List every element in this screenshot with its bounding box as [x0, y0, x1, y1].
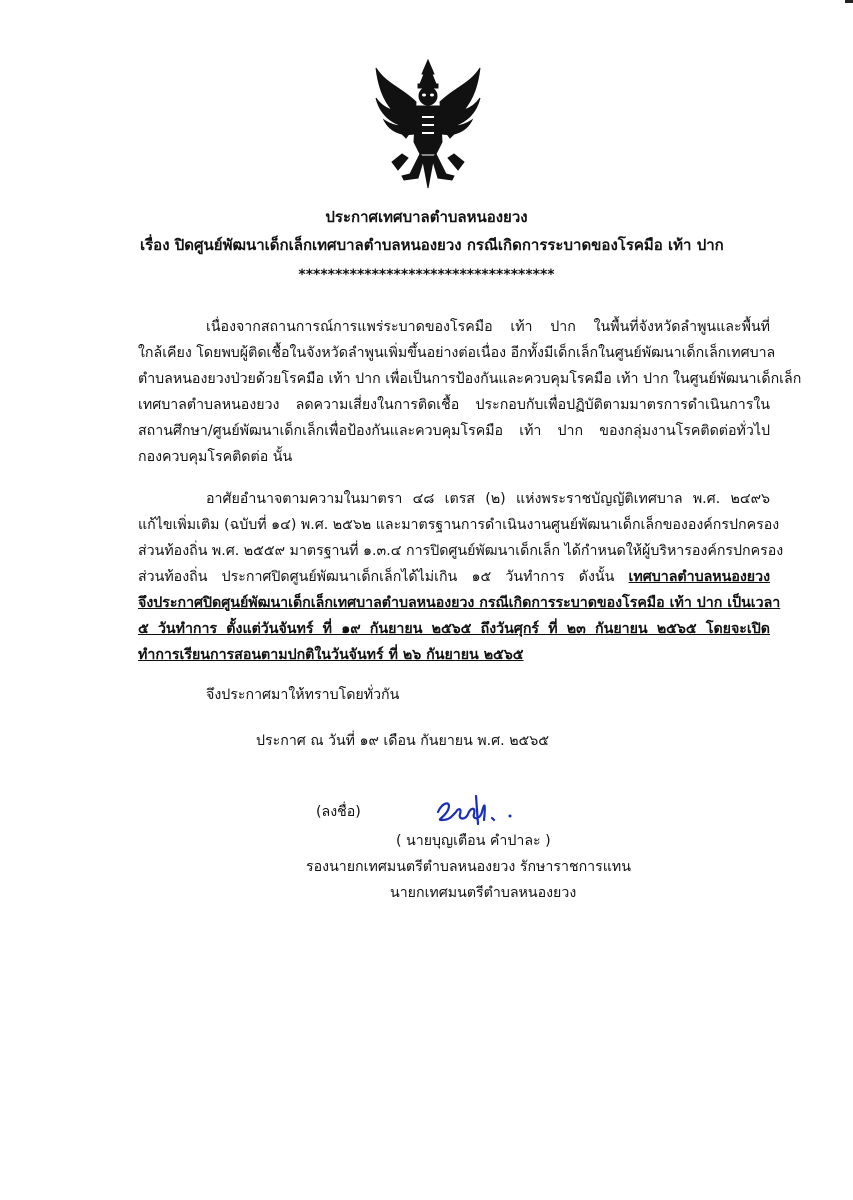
paragraph-2-line-mixed: [138, 564, 770, 590]
paragraph-1-line: สถานศึกษา/ศูนย์พัฒนาเด็กเล็กเพื่อป้องกันและควบคุมโรคมือ เท้า ปาก ของกลุ่มงานโรคติดต่อทั่วไป: [138, 423, 770, 439]
handwritten-signature: [432, 790, 522, 830]
announcement-title: ประกาศเทศบาลตำบลหนองยวง: [325, 208, 528, 226]
paragraph-2-text: ส่วนท้องถิ่น ประกาศปิดศูนย์พัฒนาเด็กเล็กได้ไม่เกิน ๑๕ วันทำการ ดังนั้น: [138, 569, 629, 585]
emphasized-line: จึงประกาศปิดศูนย์พัฒนาเด็กเล็กเทศบาลตำบลหนองยวง กรณีเกิดการระบาดของโรคมือ เท้า ปาก เป็นเวลา: [138, 595, 781, 611]
paragraph-1-line: เนื่องจากสถานการณ์การแพร่ระบาดของโรคมือ เท้า ปาก ในพื้นที่จังหวัดลำพูนและพื้นที่: [206, 319, 770, 335]
signer-name: ( นายบุญเตือน คำปาละ ): [396, 833, 551, 849]
paragraph-2-line: อาศัยอำนาจตามความในมาตรา ๔๘ เตรส (๒) แห่งพระราชบัญญัติเทศบาล พ.ศ. ๒๔๙๖: [206, 491, 770, 507]
paragraph-1-line: เทศบาลตำบลหนองยวง ลดความเสี่ยงในการติดเชื้อ ประกอบกับเพื่อปฏิบัติตามมาตรการดำเนินการใน: [138, 397, 770, 413]
paragraph-1-line: ใกล้เคียง โดยพบผู้ติดเชื้อในจังหวัดลำพูนเพิ่มขึ้นอย่างต่อเนื่อง อีกทั้งมีเด็กเล็กในศูนย์พัฒนาเด็กเล็กเทศบาล: [138, 345, 776, 361]
paragraph-1-line: ตำบลหนองยวงป่วยด้วยโรคมือ เท้า ปาก เพื่อเป็นการป้องกันและควบคุมโรคมือ เท้า ปาก ในศูนย์พัฒนาเด็กเล็ก: [138, 371, 802, 387]
signature-label: (ลงชื่อ): [316, 804, 361, 820]
closing-statement: จึงประกาศมาให้ทราบโดยทั่วกัน: [206, 687, 400, 703]
emphasized-text: เทศบาลตำบลหนองยวง: [628, 569, 770, 585]
paragraph-1: [138, 314, 802, 470]
announcement-date: ประกาศ ณ วันที่ ๑๙ เดือน กันยายน พ.ศ. ๒๕๖๕: [256, 733, 550, 749]
separator-line: ***********************************: [298, 267, 555, 283]
paragraph-2-line: แก้ไขเพิ่มเติม (ฉบับที่ ๑๔) พ.ศ. ๒๕๖๒ และมาตรฐานการดำเนินงานศูนย์พัฒนาเด็กเล็กขององค์กรปกครอง: [138, 517, 780, 533]
scan-edge-mark: [845, 0, 853, 3]
paragraph-2: [138, 486, 784, 668]
garuda-emblem-icon: [372, 58, 484, 190]
paragraph-1-line: กองควบคุมโรคติดต่อ นั้น: [138, 449, 293, 465]
announcement-subject: เรื่อง ปิดศูนย์พัฒนาเด็กเล็กเทศบาลตำบลหนองยวง กรณีเกิดการระบาดของโรคมือ เท้า ปาก: [140, 236, 724, 254]
emphasized-line: ทำการเรียนการสอนตามปกติในวันจันทร์ ที่ ๒๖ กันยายน ๒๕๖๕: [138, 647, 524, 663]
emphasized-line: ๕ วันทำการ ตั้งแต่วันจันทร์ ที่ ๑๙ กันยายน ๒๕๖๕ ถึงวันศุกร์ ที่ ๒๓ กันยายน ๒๕๖๕ โดยจะเปิด: [138, 621, 770, 637]
paragraph-2-line: ส่วนท้องถิ่น พ.ศ. ๒๕๕๙ มาตรฐานที่ ๑.๓.๔ การปิดศูนย์พัฒนาเด็กเล็ก ได้กำหนดให้ผู้บริหารองค์กรปกครอง: [138, 543, 784, 559]
signer-role: รองนายกเทศมนตรีตำบลหนองยวง รักษาราชการแทน: [306, 859, 631, 875]
signer-role-acting: นายกเทศมนตรีตำบลหนองยวง: [390, 885, 577, 901]
